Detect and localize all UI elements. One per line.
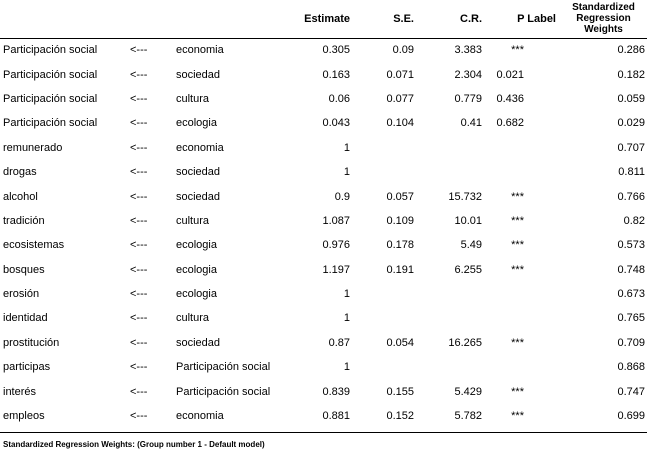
estimate-value: 0.06 [328, 92, 350, 105]
header-row [0, 0, 647, 38]
table-row [0, 136, 647, 160]
table-row [0, 258, 647, 282]
independent-variable: ecologia [176, 117, 217, 130]
independent-variable: economia [176, 410, 224, 423]
p-label-value [486, 282, 560, 306]
standardized-weight-value: 0.765 [617, 312, 645, 325]
se-value [354, 160, 418, 184]
table-row [0, 355, 647, 379]
dependent-variable: Participación social [3, 117, 98, 130]
standardized-weight-value: 0.868 [617, 361, 645, 374]
cr-value [418, 136, 486, 160]
p-label-value: *** [511, 44, 524, 57]
p-label-value: 0.436 [496, 92, 524, 105]
standardized-weight-value: 0.82 [623, 214, 645, 227]
se-value: 0.152 [386, 410, 414, 423]
estimate-value: 1 [343, 166, 350, 179]
independent-variable: ecologia [176, 263, 217, 276]
table-row [0, 184, 647, 208]
se-value: 0.104 [386, 117, 414, 130]
se-value: 0.155 [386, 385, 414, 398]
estimate-value: 0.87 [328, 336, 350, 349]
path-arrow: <--- [130, 361, 148, 374]
p-label-value: *** [511, 214, 524, 227]
header-estimate: Estimate [298, 0, 354, 38]
dependent-variable: alcohol [3, 190, 38, 203]
path-arrow: <--- [130, 68, 148, 81]
p-label-value: 0.021 [496, 68, 524, 81]
estimate-value: 0.976 [322, 239, 350, 252]
path-arrow: <--- [130, 141, 148, 154]
p-label-value: *** [511, 263, 524, 276]
cr-value: 0.41 [460, 117, 482, 130]
standardized-weight-value: 0.182 [617, 68, 645, 81]
table-row [0, 233, 647, 257]
independent-variable: Participación social [176, 385, 271, 398]
path-arrow: <--- [130, 410, 148, 423]
cr-value: 3.383 [454, 44, 482, 57]
dependent-variable: Participación social [3, 92, 98, 105]
header-arrow-blank [116, 0, 170, 38]
standardized-weight-value: 0.747 [617, 385, 645, 398]
se-value [354, 136, 418, 160]
cr-value: 6.255 [454, 263, 482, 276]
estimate-value: 0.9 [334, 190, 350, 203]
estimate-value: 1 [343, 288, 350, 301]
table-row [0, 331, 647, 355]
table-row [0, 87, 647, 111]
estimate-value: 1 [343, 312, 350, 325]
table-header [0, 0, 647, 38]
p-label-value: *** [511, 336, 524, 349]
independent-variable: economia [176, 141, 224, 154]
se-value: 0.109 [386, 214, 414, 227]
estimate-value: 0.881 [322, 410, 350, 423]
path-arrow: <--- [130, 239, 148, 252]
cr-value [418, 355, 486, 379]
standardized-weight-value: 0.709 [617, 336, 645, 349]
cr-value: 16.265 [448, 336, 482, 349]
p-label-value [486, 306, 560, 330]
cr-value: 5.429 [454, 385, 482, 398]
cr-value [418, 160, 486, 184]
path-arrow: <--- [130, 190, 148, 203]
independent-variable: sociedad [176, 68, 221, 81]
se-value: 0.077 [386, 92, 414, 105]
dependent-variable: Participación social [3, 68, 98, 81]
dependent-variable: tradición [3, 214, 45, 227]
cr-value: 10.01 [454, 214, 482, 227]
table-row [0, 209, 647, 233]
se-value: 0.054 [386, 336, 414, 349]
path-arrow: <--- [130, 336, 148, 349]
se-value [354, 306, 418, 330]
header-dependent-blank [0, 0, 116, 38]
standardized-weight-value: 0.699 [617, 410, 645, 423]
standardized-weight-value: 0.707 [617, 141, 645, 154]
independent-variable: economia [176, 44, 224, 57]
standardized-weight-value: 0.286 [617, 44, 645, 57]
estimate-value: 0.305 [322, 44, 350, 57]
path-arrow: <--- [130, 385, 148, 398]
cr-value [418, 282, 486, 306]
p-label-value [486, 160, 560, 184]
dependent-variable: Participación social [3, 44, 98, 57]
independent-variable: sociedad [176, 336, 221, 349]
header-p-label: P Label [486, 0, 560, 38]
standardized-weight-value: 0.029 [617, 117, 645, 130]
p-label-value [486, 355, 560, 379]
table-row [0, 160, 647, 184]
independent-variable: sociedad [176, 190, 221, 203]
path-arrow: <--- [130, 117, 148, 130]
estimate-value: 0.163 [322, 68, 350, 81]
path-arrow: <--- [130, 288, 148, 301]
se-value: 0.178 [386, 239, 414, 252]
table-body [0, 38, 647, 428]
header-independent-blank [170, 0, 298, 38]
table-row [0, 111, 647, 135]
independent-variable: cultura [176, 92, 210, 105]
table-row [0, 379, 647, 403]
se-value: 0.071 [386, 68, 414, 81]
path-arrow: <--- [130, 44, 148, 57]
cr-value: 15.732 [448, 190, 482, 203]
dependent-variable: drogas [3, 166, 37, 179]
independent-variable: sociedad [176, 166, 221, 179]
se-value: 0.09 [392, 44, 414, 57]
footer-divider [0, 432, 647, 433]
standardized-weight-value: 0.766 [617, 190, 645, 203]
standardized-weight-value: 0.673 [617, 288, 645, 301]
path-arrow: <--- [130, 214, 148, 227]
standardized-weight-value: 0.059 [617, 92, 645, 105]
table-caption: Standardized Regression Weights: (Group number 1 - Default model) [3, 440, 265, 449]
dependent-variable: prostitución [3, 336, 60, 349]
path-arrow: <--- [130, 312, 148, 325]
estimate-value: 1 [343, 361, 350, 374]
table-row [0, 38, 647, 62]
independent-variable: cultura [176, 312, 210, 325]
p-label-value: 0.682 [496, 117, 524, 130]
independent-variable: cultura [176, 214, 210, 227]
dependent-variable: ecosistemas [3, 239, 65, 252]
standardized-weight-value: 0.748 [617, 263, 645, 276]
estimate-value: 1.197 [322, 263, 350, 276]
table-row [0, 62, 647, 86]
se-value: 0.057 [386, 190, 414, 203]
dependent-variable: remunerado [3, 141, 63, 154]
cr-value: 5.49 [460, 239, 482, 252]
estimate-value: 0.839 [322, 385, 350, 398]
cr-value: 2.304 [454, 68, 482, 81]
dependent-variable: bosques [3, 263, 45, 276]
cr-value: 0.779 [454, 92, 482, 105]
p-label-value: *** [511, 190, 524, 203]
estimate-value: 1.087 [322, 214, 350, 227]
table-row [0, 282, 647, 306]
se-value: 0.191 [386, 263, 414, 276]
path-arrow: <--- [130, 92, 148, 105]
table-row [0, 404, 647, 428]
estimate-value: 0.043 [322, 117, 350, 130]
header-standardized-weights: Standardized Regression Weights [560, 0, 647, 38]
p-label-value [486, 136, 560, 160]
dependent-variable: interés [3, 385, 37, 398]
se-value [354, 355, 418, 379]
estimate-value: 1 [343, 141, 350, 154]
path-arrow: <--- [130, 166, 148, 179]
table-row [0, 306, 647, 330]
independent-variable: Participación social [176, 361, 271, 374]
cr-value [418, 306, 486, 330]
p-label-value: *** [511, 385, 524, 398]
dependent-variable: empleos [3, 410, 45, 423]
dependent-variable: erosión [3, 288, 40, 301]
cr-value: 5.782 [454, 410, 482, 423]
se-value [354, 282, 418, 306]
independent-variable: ecologia [176, 288, 217, 301]
standardized-weight-value: 0.573 [617, 239, 645, 252]
dependent-variable: participas [3, 361, 51, 374]
independent-variable: ecologia [176, 239, 217, 252]
p-label-value: *** [511, 410, 524, 423]
dependent-variable: identidad [3, 312, 48, 325]
header-cr: C.R. [418, 0, 486, 38]
p-label-value: *** [511, 239, 524, 252]
header-se: S.E. [354, 0, 418, 38]
path-arrow: <--- [130, 263, 148, 276]
standardized-weight-value: 0.811 [618, 166, 645, 179]
